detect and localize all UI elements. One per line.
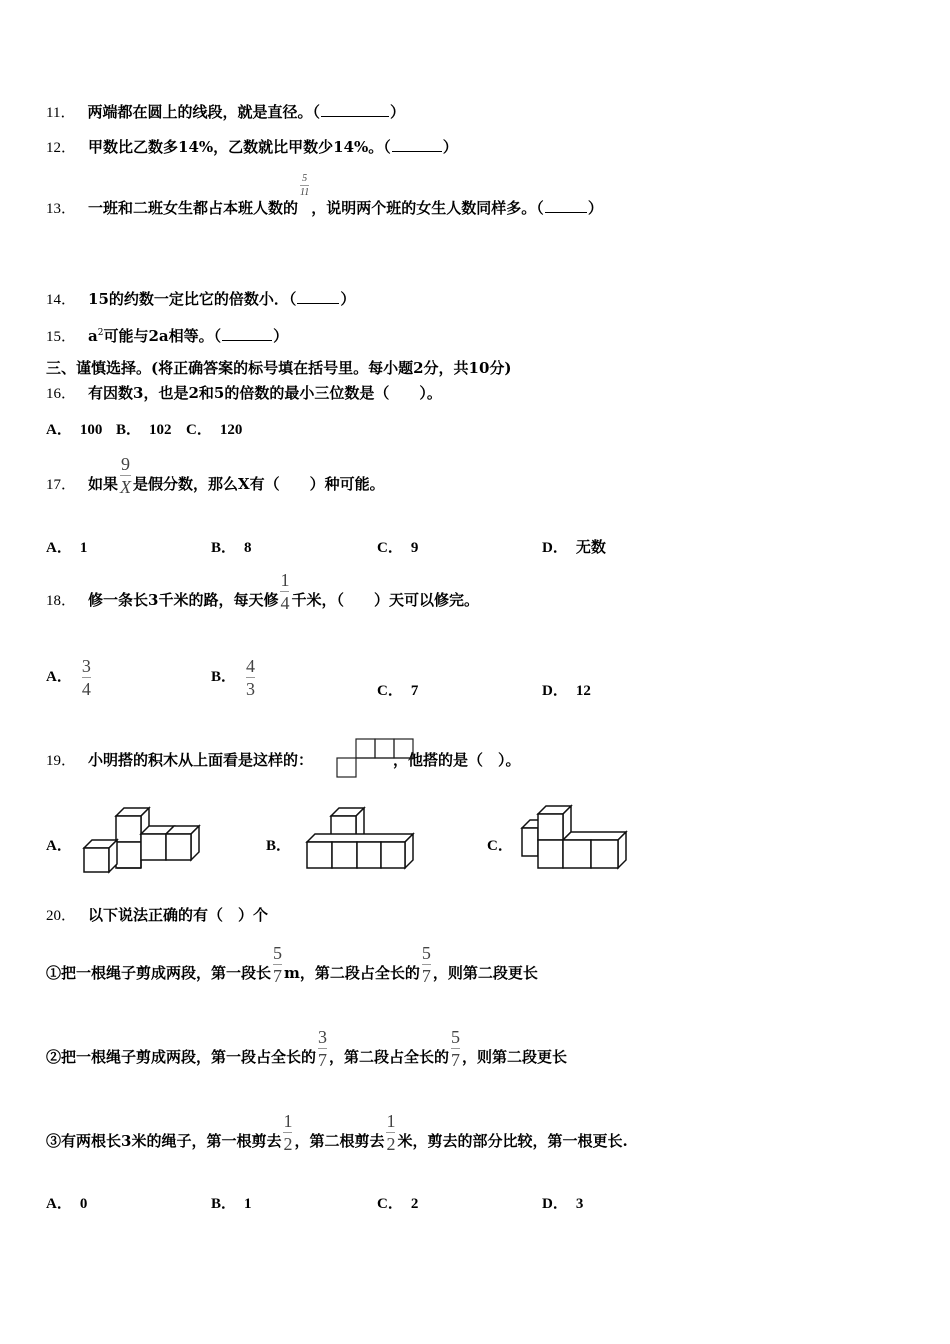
question-text-cont: ，他搭的是（ ）。: [393, 751, 521, 769]
option-d[interactable]: D． 无数: [542, 540, 606, 556]
question-number: 13．: [46, 201, 77, 217]
fraction: $\frac{3}{4}$: [81, 656, 91, 700]
question-12: [46, 137, 458, 158]
question-number: 19．: [46, 753, 77, 769]
question-text-cont: 是假分数，那么X有（ ）种可能。: [133, 475, 385, 493]
option-a[interactable]: A． $\frac{3}{4}$: [46, 656, 91, 700]
question-text: 小明搭的积木从上面看是这样的：: [88, 751, 314, 769]
question-number: 14．: [46, 292, 77, 308]
statement-text: ①把一根绳子剪成两段，第一段长: [46, 964, 272, 982]
question-16: [46, 383, 442, 404]
option-a[interactable]: A．: [46, 838, 72, 854]
statement-text: ，第二根剪去: [294, 1132, 385, 1150]
question-number: 15．: [46, 329, 77, 345]
fraction: $\frac{5}{11}$: [300, 172, 310, 198]
statement-2: [46, 1022, 567, 1092]
block-figure-a: [82, 802, 202, 874]
question-20: [46, 905, 268, 926]
option-c[interactable]: C． 120: [186, 422, 243, 438]
exponent: 2: [97, 328, 104, 338]
option-b[interactable]: B． 8: [211, 540, 252, 556]
option-b[interactable]: B． $\frac{4}{3}$: [211, 656, 256, 700]
question-number: 16．: [46, 386, 77, 402]
option-c[interactable]: C． 7: [377, 683, 419, 699]
close-paren: ）: [273, 327, 289, 345]
question-text-cont: 千米，（ ）天可以修完。: [291, 591, 479, 609]
question-number: 18．: [46, 593, 77, 609]
statement-1: [46, 938, 538, 1008]
statement-3: [46, 1106, 628, 1176]
answer-blank[interactable]: [545, 200, 587, 213]
option-a[interactable]: A． 1: [46, 540, 88, 556]
statement-text: ，则第二段更长: [462, 1048, 568, 1066]
option-b[interactable]: B．: [266, 838, 292, 854]
question-13: [46, 172, 603, 238]
option-c[interactable]: C． 2: [377, 1196, 419, 1212]
fraction: $\frac{1}{2}$: [386, 1110, 396, 1154]
question-14: [46, 289, 355, 310]
question-text: 甲数比乙数多14%，乙数就比甲数少14%。（: [88, 138, 391, 156]
fraction: $\frac{1}{4}$: [280, 569, 290, 613]
statement-text: ③有两根长3米的绳子，第一根剪去: [46, 1132, 282, 1150]
question-number: 12．: [46, 140, 77, 156]
fraction: $\frac{3}{7}$: [318, 1026, 328, 1070]
question-19: [46, 750, 521, 771]
answer-blank[interactable]: [321, 104, 389, 117]
answer-blank[interactable]: [392, 139, 442, 152]
close-paren: ）: [389, 103, 405, 121]
close-paren: ）: [340, 290, 356, 308]
question-number: 20．: [46, 908, 77, 924]
question-number: 11．: [46, 105, 76, 121]
statement-text: m，第二段占全长的: [284, 964, 420, 982]
section-title: 三、谨慎选择。(将正确答案的标号填在括号里。每小题2分，共10分): [46, 359, 512, 377]
fraction: $\frac{5}{7}$: [273, 942, 283, 986]
question-11: [46, 102, 405, 123]
option-a[interactable]: A． 100: [46, 422, 103, 438]
question-text: 可能与2a相等。（: [103, 327, 222, 345]
fraction: $\frac{1}{2}$: [283, 1110, 293, 1154]
question-text: 15的约数一定比它的倍数小．（: [88, 290, 297, 308]
fraction: $\frac{5}{7}$: [421, 942, 431, 986]
close-paren: ）: [587, 199, 603, 217]
question-17: [46, 452, 385, 516]
option-b[interactable]: B． 1: [211, 1196, 252, 1212]
option-c[interactable]: C．: [487, 838, 513, 854]
option-c[interactable]: C． 9: [377, 540, 419, 556]
question-text-cont: ，说明两个班的女生人数同样多。（: [311, 199, 544, 217]
option-a[interactable]: A． 0: [46, 1196, 88, 1212]
fraction: $\frac{5}{7}$: [451, 1026, 461, 1070]
option-d[interactable]: D． 12: [542, 683, 591, 699]
question-text: 如果: [88, 475, 119, 493]
statement-text: ，则第二段更长: [432, 964, 538, 982]
fraction: $\frac{9}{X}$: [120, 453, 132, 497]
question-18: [46, 568, 479, 632]
question-15: [46, 323, 288, 347]
section-3-heading: [46, 358, 512, 378]
answer-blank[interactable]: [297, 291, 339, 304]
statement-text: ，第二段占全长的: [329, 1048, 450, 1066]
block-figure-c: [518, 802, 633, 872]
close-paren: ）: [442, 138, 458, 156]
statement-text: ②把一根绳子剪成两段，第一段占全长的: [46, 1048, 317, 1066]
question-text: 一班和二班女生都占本班人数的: [88, 199, 299, 217]
question-text: 修一条长3千米的路，每天修: [88, 591, 279, 609]
variable-a: a: [88, 327, 98, 345]
answer-blank[interactable]: [222, 328, 272, 341]
option-d[interactable]: D． 3: [542, 1196, 584, 1212]
top-view-figure: [336, 738, 416, 780]
question-text: 两端都在圆上的线段，就是直径。（: [87, 103, 320, 121]
question-number: 17．: [46, 477, 77, 493]
question-text: 有因数3，也是2和5的倍数的最小三位数是（ ）。: [88, 384, 442, 402]
fraction: $\frac{4}{3}$: [246, 656, 256, 700]
statement-text: 米，剪去的部分比较，第一根更长.: [397, 1132, 628, 1150]
question-text: 以下说法正确的有（ ）个: [88, 906, 269, 924]
block-figure-b: [303, 804, 418, 872]
option-b[interactable]: B． 102: [116, 422, 172, 438]
